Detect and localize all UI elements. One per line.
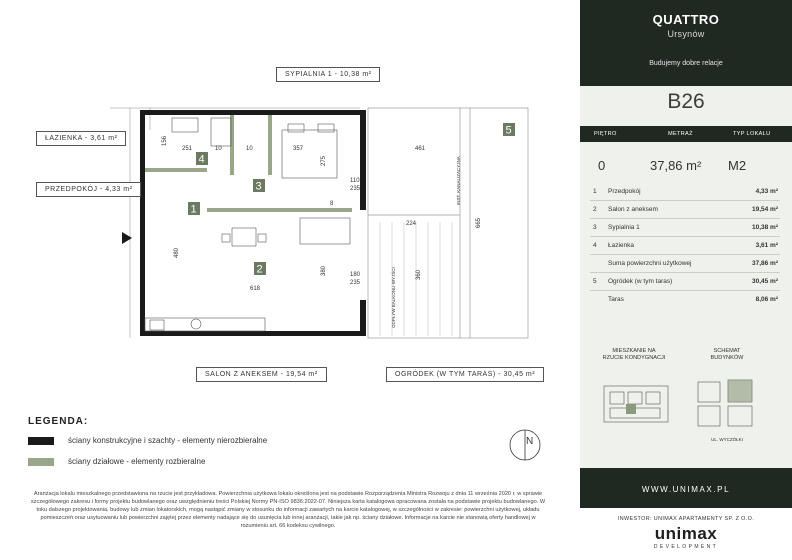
callout-garden — [386, 367, 544, 382]
side-panel — [580, 0, 792, 560]
svg-text:N: N — [526, 436, 534, 447]
room-area: 10,38 m² — [751, 224, 778, 231]
legend-label-structural: ściany konstrukcyjne i szachty - elementy nierozbieralne — [68, 436, 268, 445]
room-number-2: 2 — [256, 263, 263, 276]
header-floor: PIĘTRO — [594, 131, 617, 137]
room-number-5: 5 — [505, 124, 512, 137]
unimax-logo-sub: DEVELOPMENT — [653, 544, 719, 550]
room-number-1: 1 — [190, 203, 197, 216]
website-link[interactable]: WWW.UNIMAX.PL — [641, 485, 731, 494]
minimap-left-label-1: MIESZKANIE NA — [612, 348, 656, 354]
room-area: 4,33 m² — [755, 188, 778, 195]
minimap-right-label-1: SCHEMAT — [713, 348, 741, 354]
entrance-arrow — [122, 232, 132, 244]
room-badge-5 — [503, 123, 515, 137]
dim-156: 156 — [162, 135, 168, 146]
room-row — [580, 224, 792, 240]
room-badge-3 — [253, 179, 265, 193]
dim-235b: 235 — [350, 280, 361, 286]
dim-224: 224 — [406, 221, 417, 227]
legend-item-partition — [28, 457, 205, 466]
terrace-name: Taras — [608, 296, 624, 303]
callout-bedroom-label: SYPIALNIA 1 - — [285, 71, 340, 78]
room-number: 3 — [593, 224, 597, 231]
dim-380: 380 — [321, 265, 327, 276]
header-area: METRAŻ — [668, 131, 693, 137]
dim-665: 665 — [476, 217, 482, 228]
dim-275: 275 — [321, 155, 327, 166]
legend-swatch-partition — [28, 458, 54, 466]
dim-360: 360 — [416, 269, 422, 280]
drain-label: ODPŁYW BALKONU-WYJŚCI — [391, 267, 396, 328]
brand-district: Ursynów — [667, 29, 705, 39]
header-type: TYP LOKALU — [733, 131, 771, 137]
callout-living — [196, 367, 327, 382]
callout-bedroom-value: 10,38 m² — [339, 71, 372, 78]
legend-label-partition: ściany działowe - elementy rozbieralne — [68, 457, 206, 466]
dim-10a: 10 — [215, 146, 222, 152]
callout-hall-label: PRZEDPOKÓJ - — [45, 186, 106, 193]
room-number-4: 4 — [198, 153, 205, 166]
garden-name: Ogródek (w tym taras) — [608, 278, 673, 285]
divider — [590, 254, 780, 255]
room-badge-4 — [196, 152, 208, 166]
structural-walls — [140, 110, 366, 336]
callout-bathroom-label: ŁAZIENKA - — [45, 135, 91, 142]
callout-hall-value: 4,33 m² — [105, 186, 133, 193]
callout-hall — [36, 182, 141, 197]
garden-row — [580, 278, 792, 294]
unit-values — [580, 150, 792, 176]
dim-618: 618 — [250, 286, 261, 292]
footnote: Aranżacja lokalu mieszkalnego przedstawiona na rzucie jest przykładowa. Powierzchnia użytkowa lokalu określona jest na podstawie Rozporządzenia Ministra Rozwoju z dnia 11 września 2020 r. w sprawie szczegółowego zakresu i formy projektu budowlanego oraz uwzględnieniu treści Polskiej Normy PN-ISO 9836:2022-07. Niniejsza karta katalogowa opracowana została na podstawie projektu budowlanego. W toku dalszego projektowania, budowy lub zmian lokatorskich, mogą nastąpić zmiany w stosunku do informacji zawartych na karcie katalogowej, w szczególności w zakresie: powierzchni użytkowej, układu pomieszczeń oraz usytuowaniu lub powierzchni zajętej przez elementy nadające się do usunięcia lub innej aranżacji, takie jak np. ściany działowe. Informacje na karcie nie stanowią oferty handlowej w rozumieniu art. 66 kodeksu cywilnego. — [30, 491, 546, 529]
callout-garden-label: OGRÓDEK (W TYM TARAS) - — [395, 371, 504, 378]
buildings-minimap — [692, 372, 764, 434]
unit-area: 37,86 m² — [650, 158, 702, 173]
brand-name: QUATTRO — [652, 12, 720, 27]
legend-title: LEGENDA: — [28, 416, 89, 427]
room-area: 3,61 m² — [755, 242, 778, 249]
brand-tagline: Budujemy dobre relacje — [649, 60, 723, 67]
callout-living-label: SALON Z ANEKSEM - — [205, 371, 286, 378]
room-number: 2 — [593, 206, 597, 213]
unimax-logo: unimax — [654, 524, 718, 543]
divider — [590, 236, 780, 237]
garden-number: 5 — [593, 278, 597, 285]
callout-bathroom-value: 3,61 m² — [90, 135, 118, 142]
street-label: UL. WYCZÓŁKI — [711, 437, 743, 442]
divider — [590, 200, 780, 201]
minimap-left-label-2: RZUCIE KONDYGNACJI — [602, 355, 666, 361]
room-name: Salon z aneksem — [608, 206, 658, 213]
dim-10b: 10 — [246, 146, 253, 152]
dim-110: 110 — [350, 178, 360, 184]
sum-label: Suma powierzchni użytkowej — [608, 260, 692, 267]
brand-header — [580, 0, 792, 86]
garden-area: 30,45 m² — [751, 278, 778, 285]
compass-icon — [508, 428, 542, 462]
divider — [590, 272, 780, 273]
dim-235a: 235 — [350, 186, 361, 192]
investor-label: INWESTOR: UNIMAX APARTAMENTY SP. Z O.O. — [617, 516, 755, 522]
unit-type: M2 — [728, 158, 747, 173]
unit-header-bar — [580, 126, 792, 142]
callout-bathroom — [36, 131, 126, 146]
unit-floor: 0 — [598, 158, 606, 173]
room-badge-2 — [254, 262, 266, 276]
divider — [590, 218, 780, 219]
terrace-area: 8,06 m² — [755, 296, 778, 303]
legend — [28, 416, 268, 466]
dimension-labels — [162, 135, 482, 328]
room-name: Sypialnia 1 — [608, 224, 640, 231]
room-row — [580, 188, 792, 204]
room-number: 4 — [593, 242, 597, 249]
room-row — [580, 206, 792, 222]
sum-area: 37,86 m² — [751, 260, 778, 267]
dim-180: 180 — [350, 272, 361, 278]
minimap-right-label-2: BUDYNKÓW — [710, 355, 744, 361]
room-row — [580, 242, 792, 258]
sewer-label: INST. KANALIZACYJNA — [456, 156, 461, 205]
dim-357: 357 — [293, 146, 304, 152]
divider — [590, 290, 780, 291]
legend-swatch-structural — [28, 437, 54, 445]
sum-row — [580, 260, 792, 276]
room-badge-1 — [188, 202, 200, 216]
room-number-3: 3 — [255, 180, 262, 193]
dim-480: 480 — [174, 247, 180, 258]
room-number: 1 — [593, 188, 597, 195]
legend-item-structural — [28, 436, 267, 445]
room-name: Przedpokój — [608, 188, 641, 195]
dim-8: 8 — [330, 201, 334, 207]
dim-251: 251 — [182, 146, 193, 152]
callout-bedroom — [276, 67, 380, 82]
callout-living-value: 19,54 m² — [285, 371, 318, 378]
terrace-row — [580, 296, 792, 312]
room-area: 19,54 m² — [751, 206, 778, 213]
dim-461: 461 — [415, 146, 426, 152]
room-name: Łazienka — [608, 242, 635, 249]
callout-garden-value: 30,45 m² — [503, 371, 536, 378]
floor-minimap — [600, 372, 672, 434]
unit-code: B26 — [667, 90, 705, 113]
